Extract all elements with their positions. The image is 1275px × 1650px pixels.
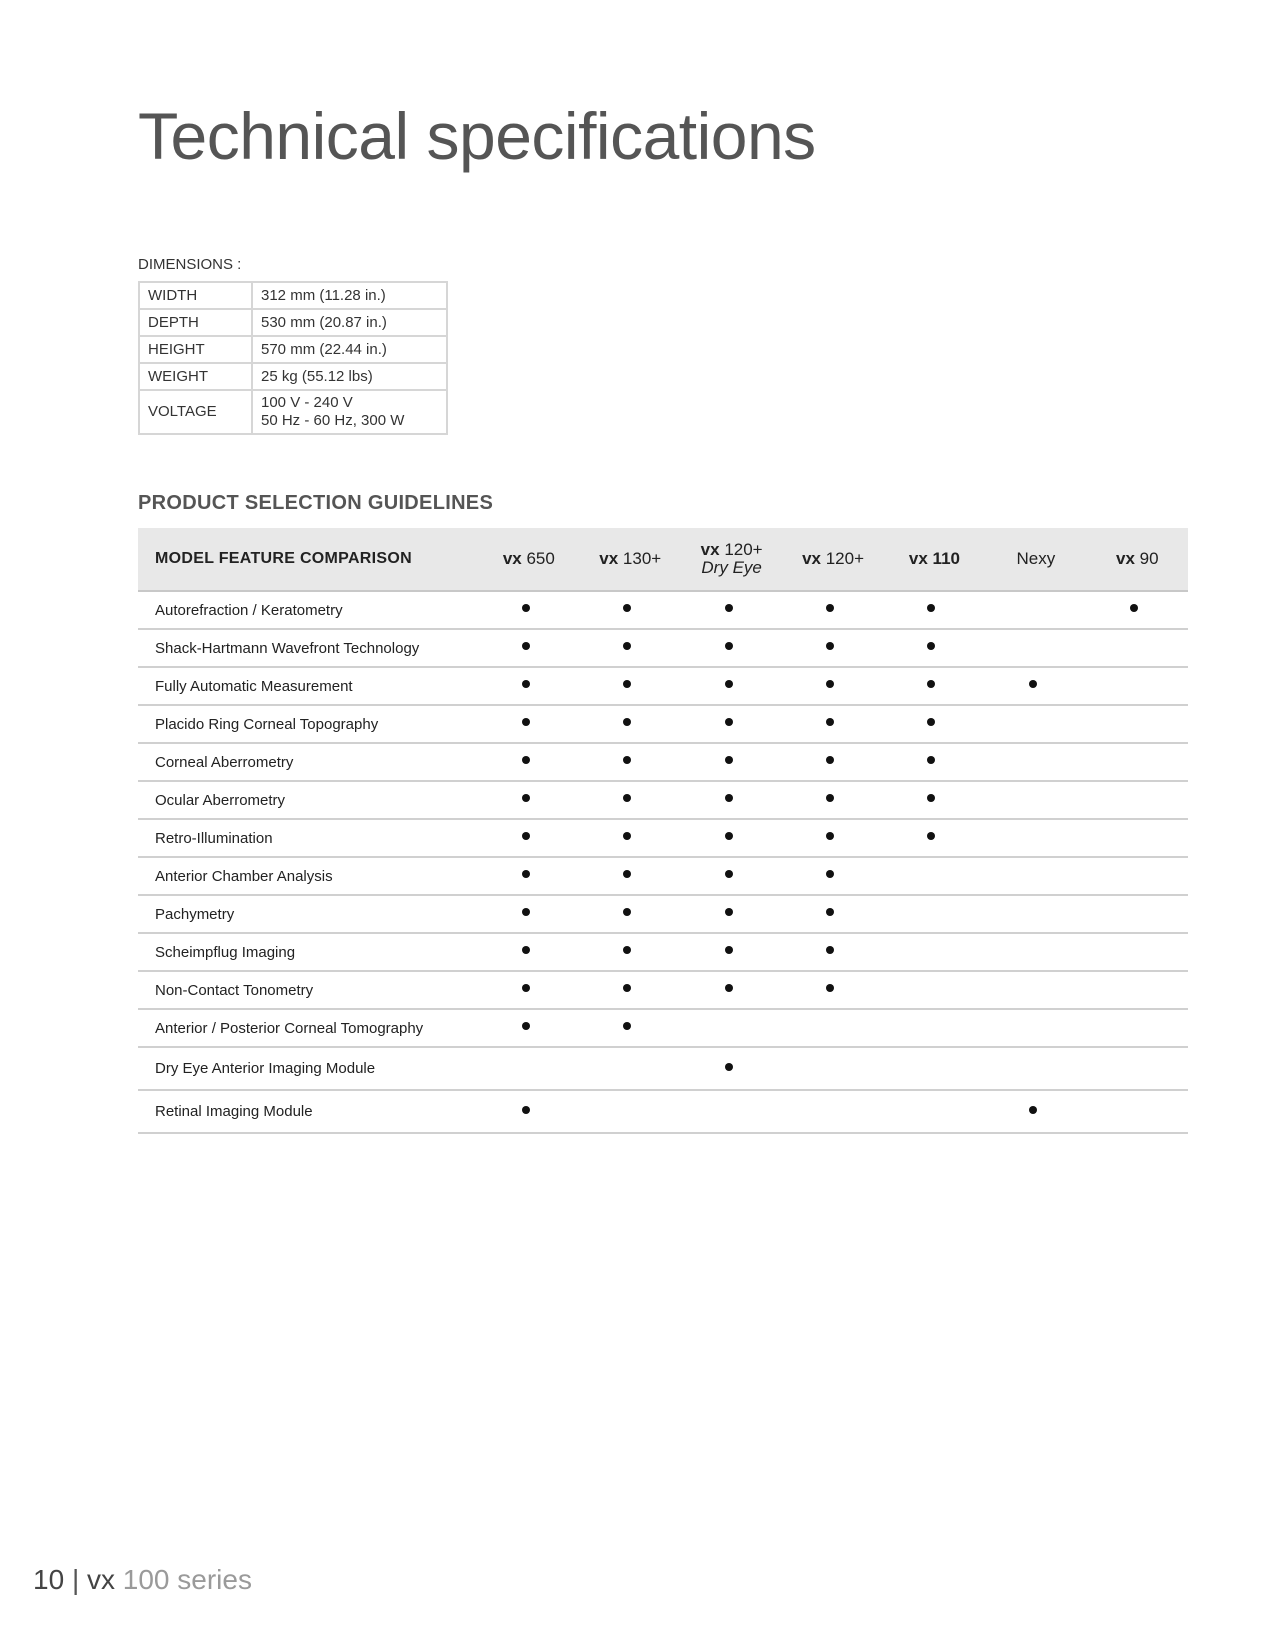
feature-cell <box>478 1010 579 1046</box>
model-prefix: vx <box>599 549 619 568</box>
feature-cell <box>884 1091 985 1132</box>
included-dot-icon <box>725 946 733 954</box>
feature-cell <box>1087 782 1188 818</box>
footer-series: 100 series <box>122 1564 252 1595</box>
dimensions-row-voltage <box>139 390 447 434</box>
included-dot-icon <box>1029 1106 1037 1114</box>
model-prefix: vx <box>802 549 821 568</box>
feature-cell <box>478 972 579 1008</box>
feature-cell <box>681 858 782 894</box>
feature-cell <box>681 706 782 742</box>
feature-cell <box>478 630 579 666</box>
feature-row <box>138 896 1188 934</box>
model-number: 130+ <box>618 549 662 568</box>
feature-cell <box>681 934 782 970</box>
feature-cell <box>985 820 1086 856</box>
dimension-key: VOLTAGE <box>139 390 252 434</box>
feature-cell <box>580 668 681 704</box>
included-dot-icon <box>826 642 834 650</box>
included-dot-icon <box>826 946 834 954</box>
feature-cell <box>782 896 883 932</box>
included-dot-icon <box>522 794 530 802</box>
dimensions-row <box>139 282 447 309</box>
feature-cell <box>580 820 681 856</box>
feature-name: Placido Ring Corneal Topography <box>155 715 379 733</box>
model-number: 650 <box>521 549 555 568</box>
feature-cell <box>782 630 883 666</box>
included-dot-icon <box>522 946 530 954</box>
page-number: 10 <box>33 1564 65 1595</box>
model-prefix: vx 110 <box>908 549 960 568</box>
feature-row <box>138 668 1188 706</box>
feature-name: Pachymetry <box>155 905 235 923</box>
feature-cell <box>985 896 1086 932</box>
dimensions-table <box>138 281 448 435</box>
feature-cell <box>884 896 985 932</box>
feature-cell <box>884 972 985 1008</box>
model-name <box>1016 549 1055 568</box>
model-prefix: vx <box>1115 549 1135 568</box>
feature-cell <box>681 820 782 856</box>
feature-cell <box>985 592 1086 628</box>
feature-cell <box>1087 934 1188 970</box>
included-dot-icon <box>826 908 834 916</box>
feature-cell <box>1087 1048 1188 1089</box>
page-title: Technical specifications <box>138 99 816 173</box>
feature-cell <box>782 1048 883 1089</box>
feature-cell <box>985 1091 1086 1132</box>
feature-cell <box>985 858 1086 894</box>
included-dot-icon <box>725 908 733 916</box>
model-column-header <box>1087 550 1188 568</box>
model-name <box>701 540 763 559</box>
feature-cell <box>1087 858 1188 894</box>
feature-cell <box>681 896 782 932</box>
feature-row <box>138 630 1188 668</box>
feature-name: Anterior Chamber Analysis <box>155 867 333 885</box>
included-dot-icon <box>927 794 935 802</box>
model-prefix: vx <box>502 549 522 568</box>
dimension-value: 570 mm (22.44 in.) <box>252 336 447 363</box>
included-dot-icon <box>623 870 631 878</box>
feature-cell <box>1087 592 1188 628</box>
included-dot-icon <box>522 1106 530 1114</box>
feature-row <box>138 820 1188 858</box>
feature-row <box>138 744 1188 782</box>
feature-name: Fully Automatic Measurement <box>155 677 353 695</box>
model-column-header <box>782 550 883 568</box>
included-dot-icon <box>725 870 733 878</box>
feature-cell <box>884 592 985 628</box>
model-prefix: vx <box>700 540 720 559</box>
included-dot-icon <box>522 642 530 650</box>
feature-name: Ocular Aberrometry <box>155 791 286 809</box>
feature-cell <box>782 1091 883 1132</box>
feature-cell <box>1087 630 1188 666</box>
voltage-line-1: 100 V - 240 V <box>261 394 353 411</box>
included-dot-icon <box>1029 680 1037 688</box>
dimension-key: HEIGHT <box>139 336 252 363</box>
included-dot-icon <box>725 680 733 688</box>
voltage-line-2: 50 Hz - 60 Hz, 300 W <box>261 412 405 429</box>
dimension-value: 25 kg (55.12 lbs) <box>252 363 447 390</box>
included-dot-icon <box>725 984 733 992</box>
section-heading: PRODUCT SELECTION GUIDELINES <box>138 492 494 514</box>
feature-row <box>138 706 1188 744</box>
included-dot-icon <box>623 946 631 954</box>
included-dot-icon <box>522 604 530 612</box>
feature-cell <box>478 1091 579 1132</box>
dimensions-row <box>139 309 447 336</box>
feature-cell <box>580 934 681 970</box>
feature-cell <box>580 1010 681 1046</box>
feature-cell <box>884 630 985 666</box>
included-dot-icon <box>826 680 834 688</box>
feature-cell <box>580 706 681 742</box>
footer-separator: | <box>71 1564 80 1595</box>
dimension-value: 530 mm (20.87 in.) <box>252 309 447 336</box>
feature-name: Scheimpflug Imaging <box>155 943 296 961</box>
feature-row <box>138 858 1188 896</box>
included-dot-icon <box>623 680 631 688</box>
feature-name: Dry Eye Anterior Imaging Module <box>155 1060 376 1077</box>
feature-row <box>138 1091 1188 1134</box>
included-dot-icon <box>826 832 834 840</box>
included-dot-icon <box>623 908 631 916</box>
included-dot-icon <box>826 870 834 878</box>
dimensions-row <box>139 336 447 363</box>
feature-row <box>138 972 1188 1010</box>
feature-cell <box>478 858 579 894</box>
model-variant: Dry Eye <box>701 558 762 577</box>
feature-name: Non-Contact Tonometry <box>155 981 314 999</box>
feature-cell <box>478 820 579 856</box>
feature-cell <box>782 668 883 704</box>
feature-cell <box>884 934 985 970</box>
included-dot-icon <box>826 718 834 726</box>
included-dot-icon <box>522 1022 530 1030</box>
page-footer <box>33 1564 252 1596</box>
dimension-key: WEIGHT <box>139 363 252 390</box>
feature-cell <box>478 592 579 628</box>
included-dot-icon <box>623 718 631 726</box>
included-dot-icon <box>725 604 733 612</box>
feature-cell <box>580 782 681 818</box>
feature-cell <box>478 668 579 704</box>
feature-cell <box>985 744 1086 780</box>
included-dot-icon <box>623 604 631 612</box>
feature-cell <box>681 1048 782 1089</box>
feature-row <box>138 782 1188 820</box>
feature-cell <box>782 1010 883 1046</box>
feature-cell <box>478 706 579 742</box>
feature-name: Corneal Aberrometry <box>155 753 294 771</box>
feature-cell <box>580 592 681 628</box>
feature-cell <box>580 858 681 894</box>
feature-cell <box>884 1010 985 1046</box>
included-dot-icon <box>1130 604 1138 612</box>
included-dot-icon <box>522 832 530 840</box>
feature-cell <box>782 820 883 856</box>
feature-cell <box>985 706 1086 742</box>
feature-cell <box>985 630 1086 666</box>
feature-cell <box>681 782 782 818</box>
feature-cell <box>884 668 985 704</box>
dimensions-row <box>139 363 447 390</box>
included-dot-icon <box>522 718 530 726</box>
feature-row <box>138 934 1188 972</box>
included-dot-icon <box>725 794 733 802</box>
feature-cell <box>1087 706 1188 742</box>
model-column-header <box>580 550 681 568</box>
model-number: Nexy <box>1016 549 1056 568</box>
feature-cell <box>782 782 883 818</box>
feature-cell <box>985 934 1086 970</box>
included-dot-icon <box>623 794 631 802</box>
included-dot-icon <box>522 908 530 916</box>
feature-cell <box>580 744 681 780</box>
feature-cell <box>782 972 883 1008</box>
included-dot-icon <box>927 642 935 650</box>
feature-cell <box>478 744 579 780</box>
comparison-header-label: MODEL FEATURE COMPARISON <box>155 550 412 567</box>
feature-cell <box>985 1048 1086 1089</box>
feature-row <box>138 1010 1188 1048</box>
dimensions-label: DIMENSIONS : <box>138 256 242 273</box>
included-dot-icon <box>826 756 834 764</box>
feature-cell <box>884 706 985 742</box>
feature-row <box>138 592 1188 630</box>
feature-name: Shack-Hartmann Wavefront Technology <box>155 639 420 657</box>
model-name <box>1116 549 1159 568</box>
model-column-header <box>478 550 579 568</box>
feature-name: Anterior / Posterior Corneal Tomography <box>155 1019 424 1037</box>
included-dot-icon <box>725 642 733 650</box>
included-dot-icon <box>826 984 834 992</box>
model-name <box>802 549 864 568</box>
included-dot-icon <box>725 832 733 840</box>
included-dot-icon <box>927 756 935 764</box>
feature-cell <box>478 782 579 818</box>
feature-cell <box>1087 896 1188 932</box>
feature-cell <box>681 744 782 780</box>
footer-brand: vx <box>87 1564 115 1595</box>
feature-cell <box>681 1010 782 1046</box>
feature-cell <box>985 668 1086 704</box>
included-dot-icon <box>522 756 530 764</box>
feature-cell <box>580 896 681 932</box>
feature-cell <box>985 972 1086 1008</box>
feature-cell <box>1087 972 1188 1008</box>
included-dot-icon <box>927 604 935 612</box>
feature-row <box>138 1048 1188 1091</box>
comparison-header <box>138 528 1188 592</box>
included-dot-icon <box>826 794 834 802</box>
model-name <box>909 549 960 568</box>
feature-cell <box>1087 820 1188 856</box>
included-dot-icon <box>522 984 530 992</box>
included-dot-icon <box>927 832 935 840</box>
included-dot-icon <box>725 718 733 726</box>
feature-cell <box>478 896 579 932</box>
model-number: 120+ <box>719 540 763 559</box>
included-dot-icon <box>623 832 631 840</box>
comparison-body <box>138 592 1188 1134</box>
feature-cell <box>884 858 985 894</box>
feature-cell <box>681 1091 782 1132</box>
included-dot-icon <box>927 680 935 688</box>
included-dot-icon <box>623 642 631 650</box>
dimension-key: DEPTH <box>139 309 252 336</box>
model-number: 120+ <box>821 549 865 568</box>
feature-cell <box>681 630 782 666</box>
feature-cell <box>681 972 782 1008</box>
feature-cell <box>580 972 681 1008</box>
dimension-key: WIDTH <box>139 282 252 309</box>
feature-cell <box>478 1048 579 1089</box>
included-dot-icon <box>927 718 935 726</box>
included-dot-icon <box>725 1063 733 1071</box>
feature-cell <box>782 706 883 742</box>
feature-cell <box>580 630 681 666</box>
feature-name: Retinal Imaging Module <box>155 1103 313 1120</box>
feature-name: Retro-Illumination <box>155 829 273 847</box>
feature-cell <box>782 744 883 780</box>
feature-cell <box>884 820 985 856</box>
model-column-header <box>985 550 1086 568</box>
feature-cell <box>782 934 883 970</box>
included-dot-icon <box>623 984 631 992</box>
dimension-value <box>252 390 447 434</box>
included-dot-icon <box>826 604 834 612</box>
feature-cell <box>1087 1010 1188 1046</box>
feature-cell <box>1087 744 1188 780</box>
included-dot-icon <box>725 756 733 764</box>
feature-cell <box>782 858 883 894</box>
dimension-value: 312 mm (11.28 in.) <box>252 282 447 309</box>
feature-cell <box>985 1010 1086 1046</box>
feature-cell <box>1087 668 1188 704</box>
included-dot-icon <box>522 680 530 688</box>
model-column-header <box>681 541 782 577</box>
model-name <box>503 549 555 568</box>
included-dot-icon <box>623 1022 631 1030</box>
comparison-table <box>138 528 1188 1134</box>
feature-cell <box>681 668 782 704</box>
included-dot-icon <box>522 870 530 878</box>
feature-cell <box>580 1048 681 1089</box>
included-dot-icon <box>623 756 631 764</box>
feature-cell <box>884 1048 985 1089</box>
feature-cell <box>884 782 985 818</box>
model-name <box>599 549 661 568</box>
model-number: 90 <box>1134 549 1159 568</box>
feature-cell <box>1087 1091 1188 1132</box>
feature-cell <box>681 592 782 628</box>
feature-cell <box>782 592 883 628</box>
feature-cell <box>884 744 985 780</box>
feature-cell <box>985 782 1086 818</box>
feature-cell <box>580 1091 681 1132</box>
feature-cell <box>478 934 579 970</box>
feature-name: Autorefraction / Keratometry <box>155 601 343 619</box>
model-column-header <box>884 550 985 568</box>
